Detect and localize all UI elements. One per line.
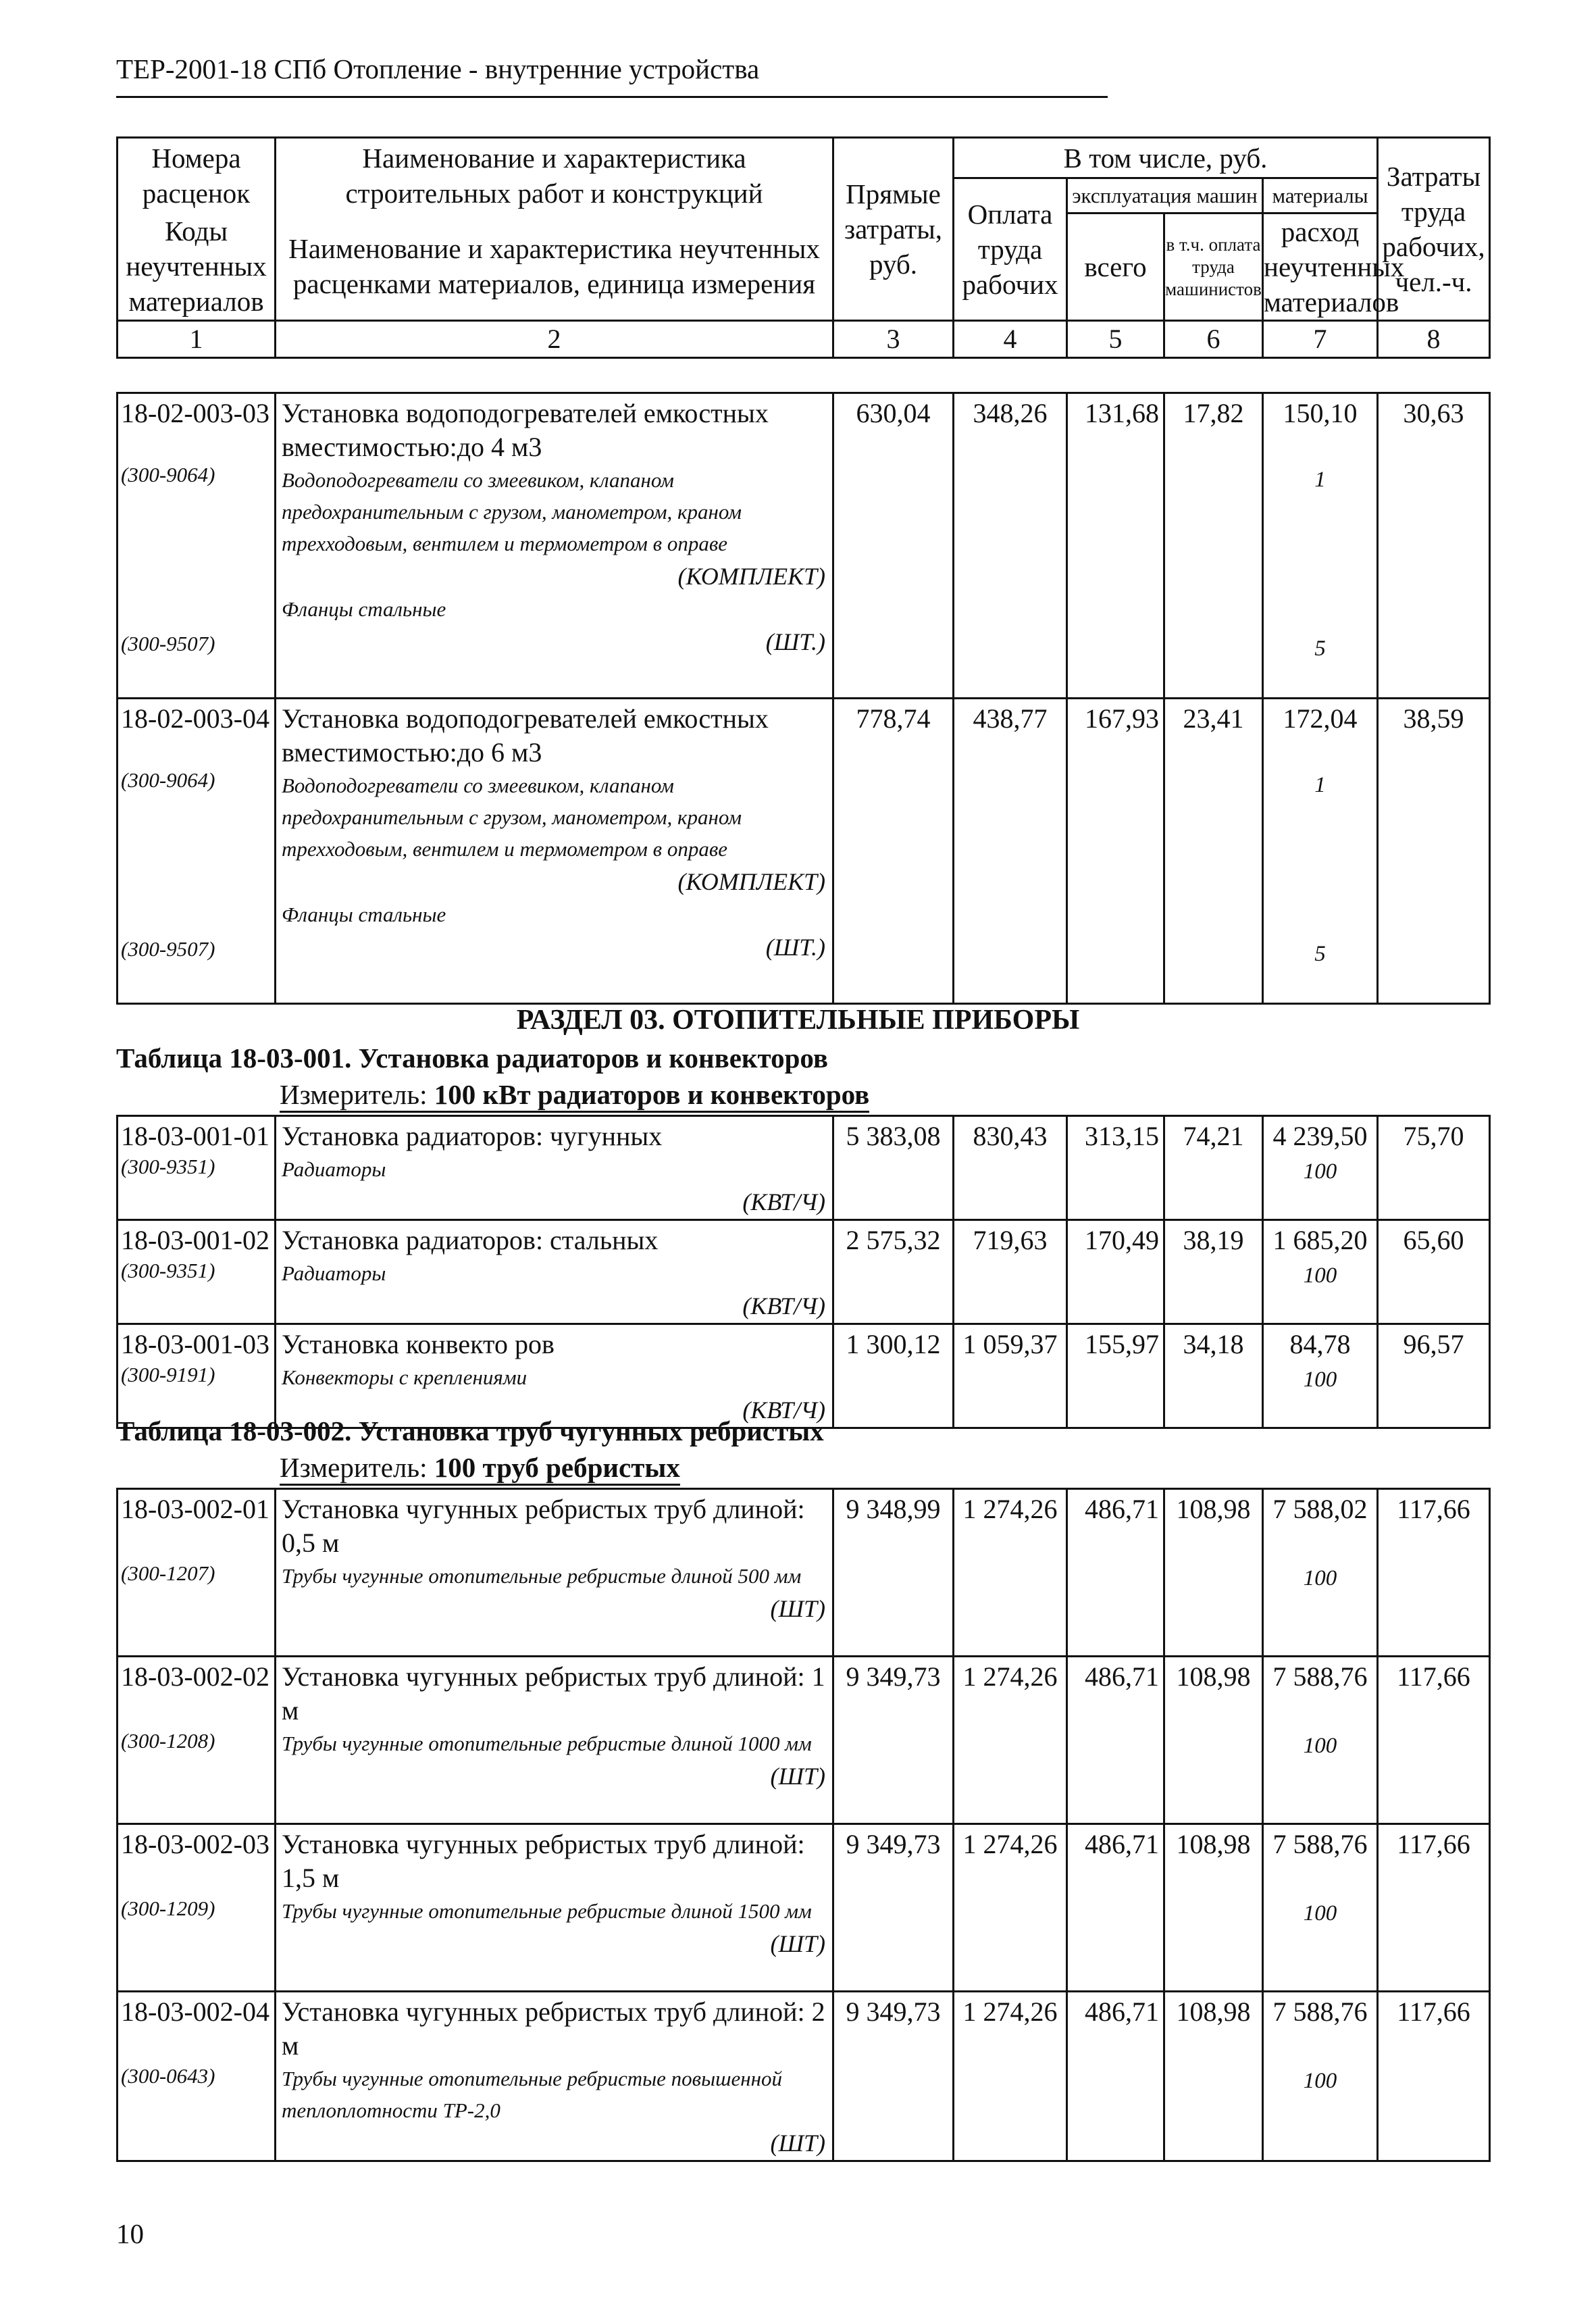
- rate-description: [276, 1489, 833, 1657]
- labor-cost: 348,26: [954, 393, 1067, 699]
- material-qty: 100: [1303, 1159, 1337, 1184]
- material-code: (300-9351): [121, 1259, 215, 1282]
- labor-cost: 1 274,26: [954, 1489, 1067, 1657]
- machine-cost: 313,15: [1067, 1116, 1164, 1220]
- labor-hours: 117,66: [1378, 1489, 1490, 1657]
- material-name: Трубы чугунные отопительные ребристые длиной 1000 мм: [282, 1732, 812, 1755]
- meter-value: 100 кВт радиаторов и конвекторов: [434, 1079, 870, 1110]
- machine-cost: 155,97: [1067, 1324, 1164, 1428]
- material-name: Трубы чугунные отопительные ребристые длиной 500 мм: [282, 1564, 802, 1588]
- rate-code: 18-02-003-03: [121, 398, 269, 428]
- machine-cost: 486,71: [1067, 1489, 1164, 1657]
- material-name: Фланцы стальные: [282, 597, 446, 621]
- labor-hours: 96,57: [1378, 1324, 1490, 1428]
- rate-code: 18-03-002-02: [121, 1661, 269, 1692]
- direct-cost: 2 575,32: [833, 1220, 954, 1324]
- machinist-cost: 34,18: [1164, 1324, 1263, 1428]
- material-unit: (ШТ): [770, 1595, 825, 1622]
- rate-code-cell: [118, 1489, 276, 1657]
- direct-cost: 9 349,73: [833, 1992, 954, 2161]
- radiator-rates-table: [116, 1115, 1491, 1429]
- material-qty: 100: [1303, 1263, 1337, 1288]
- page-number: 10: [116, 2218, 144, 2249]
- material-code: (300-1207): [121, 1561, 215, 1585]
- rate-code-cell: [118, 1324, 276, 1428]
- rate-code: 18-03-002-01: [121, 1494, 269, 1524]
- material-name: Трубы чугунные отопительные ребристые повышенной теплоплотности ТР-2,0: [282, 2067, 783, 2122]
- material-qty: 100: [1303, 1566, 1337, 1590]
- header-col7: расход неучтенных материалов: [1263, 213, 1378, 321]
- material-cost: [1263, 1657, 1378, 1824]
- header-num-6: 6: [1164, 321, 1263, 358]
- labor-cost: 1 059,37: [954, 1324, 1067, 1428]
- material-qty: 100: [1303, 1367, 1337, 1392]
- machine-cost: 486,71: [1067, 1657, 1164, 1824]
- material-unit: (ШТ): [770, 2130, 825, 2157]
- rate-description: [276, 1220, 833, 1324]
- material-name: Водоподогреватели со змеевиком, клапаном предохранительным с грузом, манометром, краном трехходовым, вентилем и термометром в оправе: [282, 774, 742, 861]
- rate-description: [276, 699, 833, 1004]
- material-name: Трубы чугунные отопительные ребристые длиной 1500 мм: [282, 1899, 812, 1923]
- labor-cost: 438,77: [954, 699, 1067, 1004]
- machinist-cost: 17,82: [1164, 393, 1263, 699]
- rate-code-cell: [118, 1992, 276, 2161]
- direct-cost: 1 300,12: [833, 1324, 954, 1428]
- header-num-2: 2: [276, 321, 833, 358]
- rate-title: Установка чугунных ребристых труб длиной: 1,5 м: [282, 1829, 805, 1893]
- header-num-3: 3: [833, 321, 954, 358]
- rate-row: [118, 1324, 1490, 1428]
- material-cost-value: 84,78: [1289, 1329, 1351, 1359]
- labor-cost: 1 274,26: [954, 1824, 1067, 1992]
- header-machines: эксплуатация машин: [1067, 178, 1263, 213]
- material-unit: (КВТ/Ч): [742, 1397, 825, 1424]
- material-cost: [1263, 1489, 1378, 1657]
- material-cost: [1263, 1992, 1378, 2161]
- machine-cost: 131,68: [1067, 393, 1164, 699]
- rate-code-cell: [118, 1657, 276, 1824]
- material-cost-value: 1 685,20: [1272, 1225, 1368, 1255]
- rate-row: [118, 1220, 1490, 1324]
- material-code: (300-9507): [121, 937, 215, 961]
- rate-row: [118, 1116, 1490, 1220]
- rate-code: 18-03-002-04: [121, 1996, 269, 2027]
- material-code: (300-0643): [121, 2064, 215, 2088]
- machinist-cost: 108,98: [1164, 1992, 1263, 2161]
- material-unit: (КОМПЛЕКТ): [677, 563, 825, 590]
- material-cost-value: 7 588,76: [1272, 1996, 1368, 2027]
- labor-hours: 117,66: [1378, 1824, 1490, 1992]
- material-code: (300-9064): [121, 768, 215, 792]
- material-unit: (ШТ.): [765, 934, 825, 961]
- table-title: Таблица 18-03-002. Установка труб чугунных ребристых: [116, 1415, 824, 1447]
- direct-cost: 9 348,99: [833, 1489, 954, 1657]
- header-num-7: 7: [1263, 321, 1378, 358]
- rate-description: [276, 1116, 833, 1220]
- header-group: В том числе, руб.: [954, 138, 1378, 178]
- rate-code: 18-03-001-01: [121, 1121, 269, 1151]
- material-cost-value: 7 588,76: [1272, 1661, 1368, 1692]
- water-heater-rates-table: [116, 392, 1491, 1005]
- machinist-cost: 108,98: [1164, 1657, 1263, 1824]
- table-title: Таблица 18-03-001. Установка радиаторов и конвекторов: [116, 1042, 829, 1074]
- direct-cost: 778,74: [833, 699, 954, 1004]
- header-col6: в т.ч. оплата труда машинистов: [1164, 213, 1263, 321]
- material-name: Фланцы стальные: [282, 903, 446, 926]
- header-col5: всего: [1067, 213, 1164, 321]
- labor-cost: 1 274,26: [954, 1992, 1067, 2161]
- header-num-8: 8: [1378, 321, 1490, 358]
- meter-label: Измеритель:: [280, 1452, 428, 1483]
- header-rule: [116, 96, 1108, 98]
- material-cost-value: 7 588,76: [1272, 1829, 1368, 1859]
- direct-cost: 5 383,08: [833, 1116, 954, 1220]
- header-col1-top: Номера расценок: [118, 138, 276, 213]
- material-cost: [1263, 393, 1378, 699]
- material-qty: 100: [1303, 2069, 1337, 2093]
- material-cost: [1263, 699, 1378, 1004]
- material-unit: (ШТ.): [765, 628, 825, 655]
- rate-description: [276, 1992, 833, 2161]
- material-name: Радиаторы: [282, 1261, 386, 1285]
- material-cost: [1263, 1116, 1378, 1220]
- material-cost: [1263, 1324, 1378, 1428]
- rate-description: [276, 393, 833, 699]
- rate-code: 18-03-002-03: [121, 1829, 269, 1859]
- rate-row: [118, 699, 1490, 1004]
- machinist-cost: 38,19: [1164, 1220, 1263, 1324]
- direct-cost: 9 349,73: [833, 1657, 954, 1824]
- rate-row: [118, 393, 1490, 699]
- rate-row: [118, 1992, 1490, 2161]
- rate-title: Установка чугунных ребристых труб длиной: 0,5 м: [282, 1494, 805, 1558]
- material-unit: (КОМПЛЕКТ): [677, 868, 825, 895]
- material-code: (300-9191): [121, 1363, 215, 1386]
- rate-description: [276, 1657, 833, 1824]
- header-col3: Прямые затраты, руб.: [833, 138, 954, 321]
- header-col8: Затраты труда рабочих, чел.-ч.: [1378, 138, 1490, 321]
- header-col2-bottom: Наименование и характеристика неучтенных расценками материалов, единица измерения: [276, 213, 833, 321]
- material-unit: (ШТ): [770, 1763, 825, 1790]
- material-qty: 1: [1314, 468, 1326, 492]
- labor-hours: 117,66: [1378, 1657, 1490, 1824]
- material-code: (300-1208): [121, 1729, 215, 1753]
- rate-code-cell: [118, 699, 276, 1004]
- material-qty: 100: [1303, 1901, 1337, 1926]
- ribbed-pipe-rates-table: [116, 1488, 1491, 2162]
- rate-code: 18-03-001-02: [121, 1225, 269, 1255]
- meter-label: Измеритель:: [280, 1079, 428, 1110]
- machine-cost: 486,71: [1067, 1992, 1164, 2161]
- rate-row: [118, 1657, 1490, 1824]
- material-qty: 1: [1314, 773, 1326, 797]
- rate-title: Установка водоподогревателей емкостных вместимостью:до 4 м3: [282, 398, 769, 462]
- material-cost: [1263, 1220, 1378, 1324]
- material-cost-value: 7 588,02: [1272, 1494, 1368, 1524]
- material-unit: (КВТ/Ч): [742, 1188, 825, 1215]
- column-header-table: [116, 136, 1491, 359]
- material-unit: (ШТ): [770, 1930, 825, 1957]
- material-qty: 5: [1314, 636, 1326, 661]
- meter-value: 100 труб ребристых: [434, 1452, 680, 1483]
- labor-hours: 65,60: [1378, 1220, 1490, 1324]
- rate-title: Установка радиаторов: стальных: [282, 1225, 659, 1255]
- rate-title: Установка чугунных ребристых труб длиной: 1 м: [282, 1661, 825, 1726]
- labor-hours: 30,63: [1378, 393, 1490, 699]
- machinist-cost: 108,98: [1164, 1489, 1263, 1657]
- header-materials: материалы: [1263, 178, 1378, 213]
- table-meter: [280, 1451, 680, 1486]
- header-col4: Оплата труда рабочих: [954, 178, 1067, 321]
- material-name: Конвекторы с креплениями: [282, 1365, 527, 1389]
- labor-hours: 117,66: [1378, 1992, 1490, 2161]
- header-num-1: 1: [118, 321, 276, 358]
- header-num-5: 5: [1067, 321, 1164, 358]
- rate-title: Установка водоподогревателей емкостных вместимостью:до 6 м3: [282, 703, 769, 768]
- labor-cost: 830,43: [954, 1116, 1067, 1220]
- labor-cost: 719,63: [954, 1220, 1067, 1324]
- machinist-cost: 74,21: [1164, 1116, 1263, 1220]
- material-code: (300-9507): [121, 632, 215, 655]
- material-name: Радиаторы: [282, 1157, 386, 1181]
- rate-code: 18-02-003-04: [121, 703, 269, 734]
- material-name: Водоподогреватели со змеевиком, клапаном предохранительным с грузом, манометром, краном трехходовым, вентилем и термометром в оправе: [282, 468, 742, 555]
- rate-code-cell: [118, 1220, 276, 1324]
- material-cost-value: 172,04: [1283, 703, 1358, 734]
- material-qty: 5: [1314, 942, 1326, 966]
- header-col2-top: Наименование и характеристика строительных работ и конструкций: [276, 138, 833, 213]
- material-cost-value: 4 239,50: [1272, 1121, 1368, 1151]
- rate-code-cell: [118, 1116, 276, 1220]
- header-num-4: 4: [954, 321, 1067, 358]
- material-code: (300-1209): [121, 1896, 215, 1920]
- machinist-cost: 23,41: [1164, 699, 1263, 1004]
- rate-title: Установка чугунных ребристых труб длиной: 2 м: [282, 1996, 825, 2061]
- labor-hours: 38,59: [1378, 699, 1490, 1004]
- labor-hours: 75,70: [1378, 1116, 1490, 1220]
- material-code: (300-9351): [121, 1155, 215, 1178]
- machine-cost: 486,71: [1067, 1824, 1164, 1992]
- table-meter: [280, 1078, 869, 1113]
- labor-cost: 1 274,26: [954, 1657, 1067, 1824]
- section-heading: РАЗДЕЛ 03. ОТОПИТЕЛЬНЫЕ ПРИБОРЫ: [516, 1005, 1080, 1036]
- material-cost: [1263, 1824, 1378, 1992]
- rate-code-cell: [118, 1824, 276, 1992]
- direct-cost: 9 349,73: [833, 1824, 954, 1992]
- rate-description: [276, 1824, 833, 1992]
- rate-code-cell: [118, 393, 276, 699]
- header-col1-bottom: Коды неучтенных материалов: [118, 213, 276, 321]
- direct-cost: 630,04: [833, 393, 954, 699]
- rate-title: Установка конвекто ров: [282, 1329, 555, 1359]
- material-cost-value: 150,10: [1283, 398, 1358, 428]
- rate-code: 18-03-001-03: [121, 1329, 269, 1359]
- material-qty: 100: [1303, 1734, 1337, 1758]
- running-head: ТЕР-2001-18 СПб Отопление - внутренние устройства: [116, 53, 760, 84]
- material-unit: (КВТ/Ч): [742, 1292, 825, 1319]
- machine-cost: 167,93: [1067, 699, 1164, 1004]
- rate-row: [118, 1824, 1490, 1992]
- material-code: (300-9064): [121, 463, 215, 486]
- rate-row: [118, 1489, 1490, 1657]
- machine-cost: 170,49: [1067, 1220, 1164, 1324]
- rate-title: Установка радиаторов: чугунных: [282, 1121, 663, 1151]
- machinist-cost: 108,98: [1164, 1824, 1263, 1992]
- rate-description: [276, 1324, 833, 1428]
